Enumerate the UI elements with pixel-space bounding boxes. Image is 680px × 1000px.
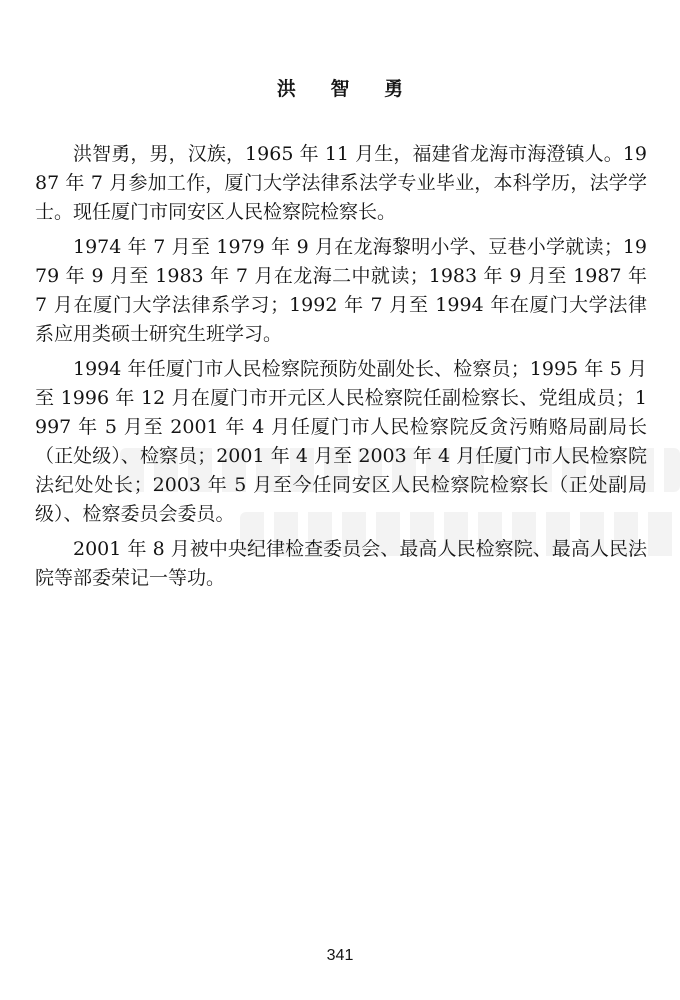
page-number: 341: [326, 947, 354, 964]
page-title: 洪 智 勇: [276, 78, 418, 100]
paragraph-career: 1994 年任厦门市人民检察院预防处副处长、检察员；1995 年 5 月至 1996 年 12 月在厦门市开元区人民检察院任副检察长、党组成员；1997 年 5 月至 2001 年 4 月任厦门市人民检察院反贪污贿赂局副局长（正处级）、检察员；2001 年 4 月至 2003 年 4 月任厦门市人民检察院法纪处处长；2003 年 5 月至今任同安区人民检察院检察长（正处副局级）、检察委员会委员。: [35, 358, 647, 525]
paragraph-profile: 洪智勇，男，汉族，1965 年 11 月生，福建省龙海市海澄镇人。1987 年 7 月参加工作，厦门大学法律系法学专业毕业，本科学历，法学学士。现任厦门市同安区人民检察院检察长。: [35, 143, 647, 223]
paragraph-education: 1974 年 7 月至 1979 年 9 月在龙海黎明小学、豆巷小学就读；1979 年 9 月至 1983 年 7 月在龙海二中就读；1983 年 9 月至 1987 年 7 月在厦门大学法律系学习；1992 年 7 月至 1994 年在厦门大学法律系应用类硕士研究生班学习。: [35, 236, 647, 345]
paragraph-honors: 2001 年 8 月被中央纪律检查委员会、最高人民检察院、最高人民法院等部委荣记一等功。: [35, 538, 647, 589]
biography-body: [35, 140, 647, 599]
